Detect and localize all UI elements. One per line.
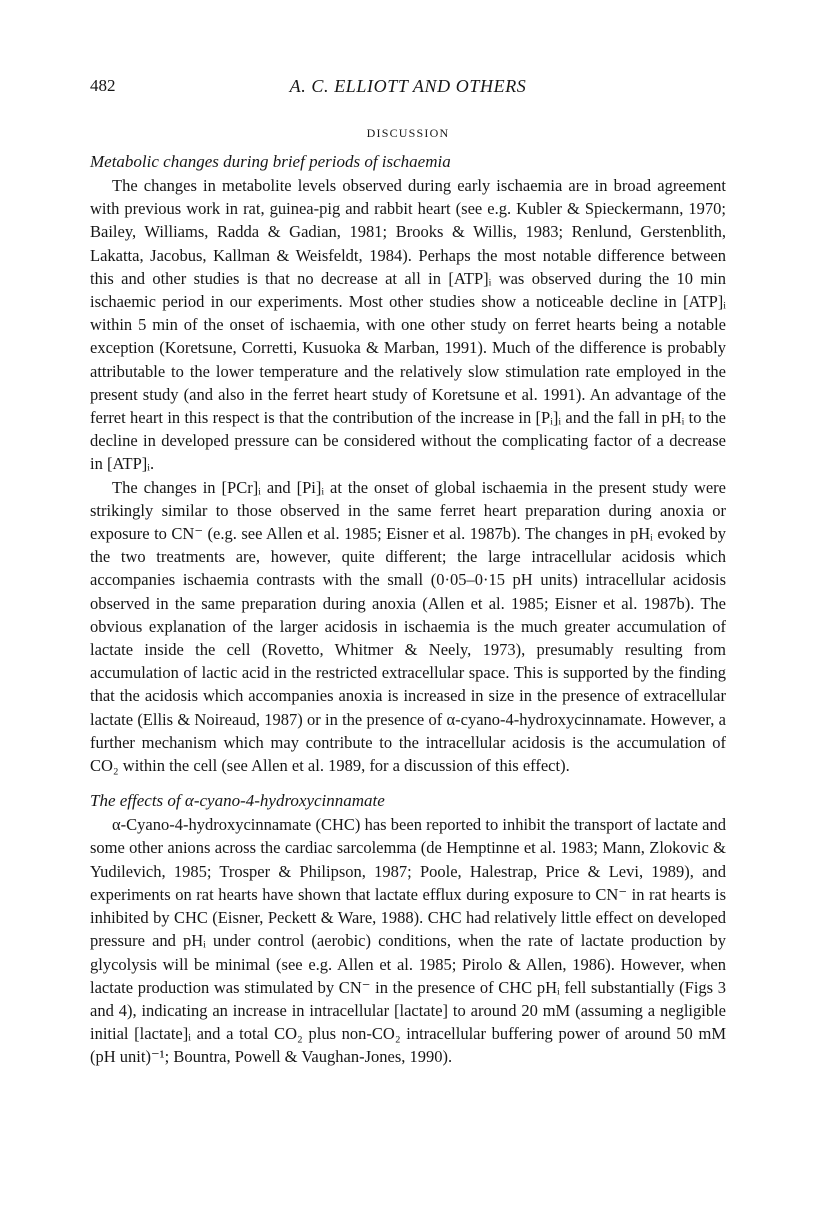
page-number: 482	[90, 76, 116, 95]
paragraph: The changes in [PCr]ᵢ and [Pi]ᵢ at the onset of global ischaemia in the present study were strikingly similar to those observed in the same ferret heart preparation during anoxia or exposure to CN⁻ (e.g. see Allen et al. 1985; Eisner et al. 1987b). The changes in pHᵢ evoked by the two treatments are, however, quite different; the large intracellular acidosis which accompanies ischaemia contrasts with the small (0·05–0·15 pH units) intracellular acidosis observed in the same preparation during anoxia (Allen et al. 1985; Eisner et al. 1987b). The obvious explanation of the larger acidosis in ischaemia is the much greater accumulation of lactate inside the cell (Rovetto, Whitmer & Neely, 1973), presumably resulting from accumulation of lactic acid in the restricted extracellular space. This is supported by the finding that the acidosis which accompanies anoxia is increased in size in the presence of extracellular lactate (Ellis & Noireaud, 1987) or in the presence of α-cyano-4-hydroxycinnamate. However, a further mechanism which may contribute to the intracellular acidosis is the accumulation of CO₂ within the cell (see Allen et al. 1989, for a discussion of this effect).	[90, 477, 726, 776]
subsection-heading-chc: The effects of α-cyano-4-hydroxycinnamate	[90, 791, 385, 811]
subsection-heading-metabolic: Metabolic changes during brief periods of ischaemia	[90, 152, 451, 171]
paragraph: The changes in metabolite levels observed during early ischaemia are in broad agreement with previous work in rat, guinea-pig and rabbit heart (see e.g. Kubler & Spieckermann, 1970; Bailey, Williams, Radda & Gadian, 1981; Brooks & Willis, 1983; Renlund, Gerstenblith, Lakatta, Jacobus, Kallman & Weisfeldt, 1984). Perhaps the most notable difference between this and other studies is that no decrease at all in [ATP]ᵢ was observed during the 10 min ischaemic period in our experiments. Most other studies show a noticeable decline in [ATP]ᵢ within 5 min of the onset of ischaemia, with one other study on ferret hearts being a notable exception (Koretsune, Corretti, Kusuoka & Marban, 1991). Much of the difference is probably attributable to the lower temperature and the relatively slow stimulation rate employed in the present study (and also in the ferret heart study of Koretsune et al. 1991). An advantage of the ferret heart in this respect is that the contribution of the increase in [Pᵢ]ᵢ and the fall in pHᵢ to the decline in developed pressure can be considered without the complicating factor of a decrease in [ATP]ᵢ.	[90, 176, 726, 474]
paragraph: α-Cyano-4-hydroxycinnamate (CHC) has been reported to inhibit the transport of lactate and some other anions across the cardiac sarcolemma (de Hemptinne et al. 1983; Mann, Zlokovic & Yudilevich, 1985; Trosper & Philipson, 1987; Poole, Halestrap, Price & Levi, 1989), and experiments on rat hearts have shown that lactate efflux during exposure to CN⁻ in rat hearts is inhibited by CHC (Eisner, Peckett & Ware, 1988). CHC had relatively little effect on developed pressure and pHᵢ under control (aerobic) conditions, when the rate of lactate production by glycolysis will be minimal (see e.g. Allen et al. 1985; Pirolo & Allen, 1986). However, when lactate production was stimulated by CN⁻ in the presence of CHC pHᵢ fell substantially (Figs 3 and 4), indicating an increase in intracellular [lactate] to around 20 mM (assuming a negligible initial [lactate]ᵢ and a total CO₂ plus non-CO₂ intracellular buffering power of around 50 mM (pH unit)⁻¹; Bountra, Powell & Vaughan-Jones, 1990).	[90, 815, 726, 1067]
section-title: DISCUSSION	[366, 126, 450, 140]
article-body	[90, 124, 726, 1069]
running-head: A. C. ELLIOTT AND OTHERS	[289, 76, 527, 96]
page-header	[90, 76, 726, 104]
